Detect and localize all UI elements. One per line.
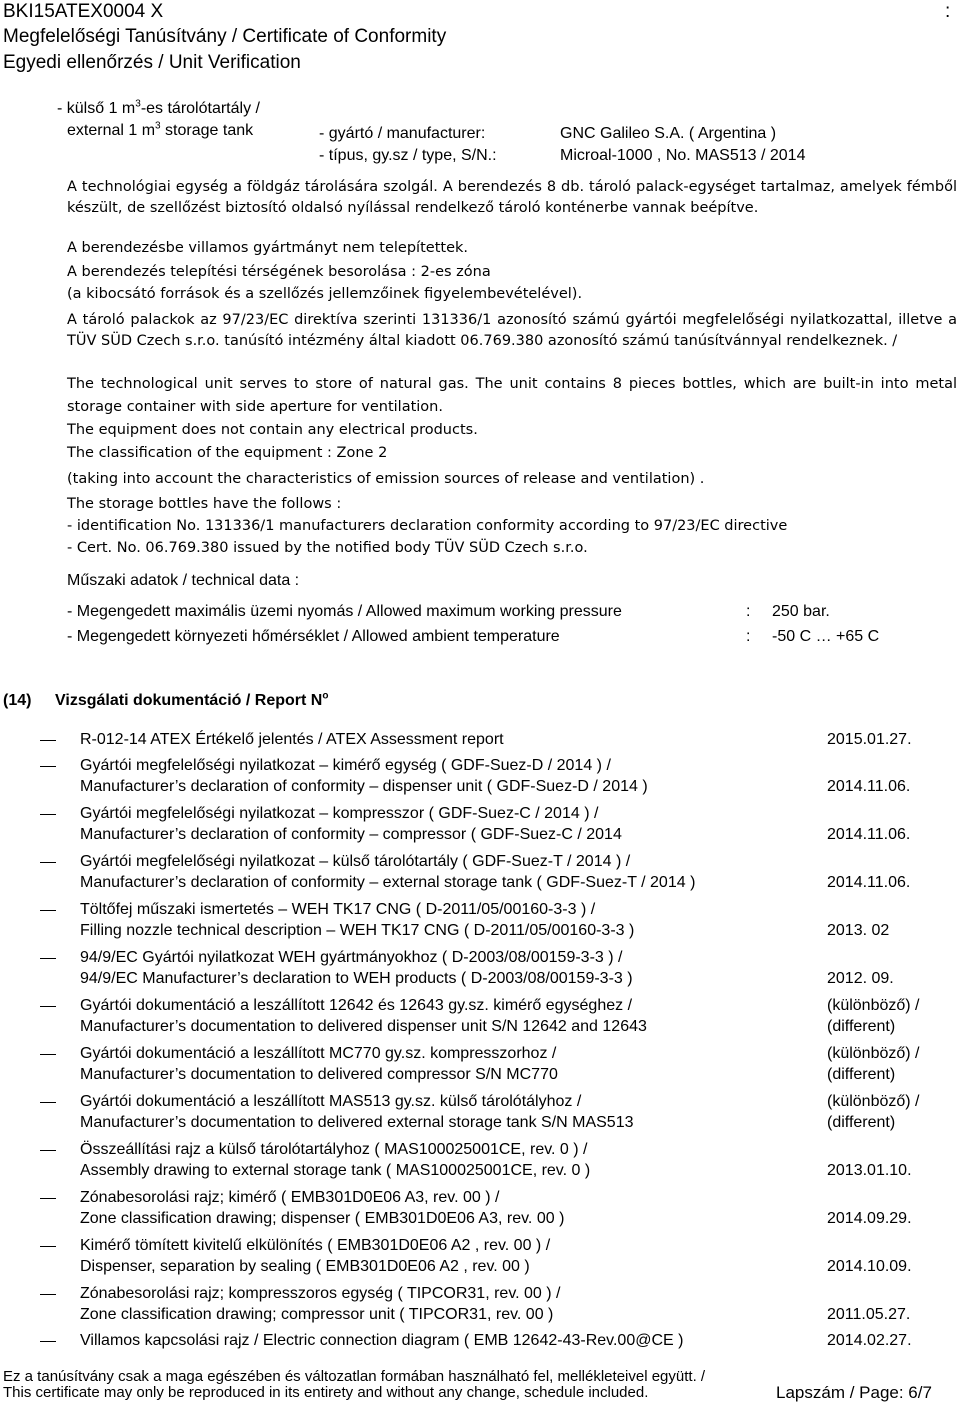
report-item-line2: Manufacturer’s documentation to delivered compressor S/N MC770 <box>80 1066 558 1083</box>
report-item-line1: Villamos kapcsolási rajz / Electric connection diagram ( EMB 12642-43-Rev.00@CE ) <box>80 1332 684 1349</box>
report-item-line2: 94/9/EC Manufacturer’s declaration to WEH products ( D-2003/08/00159-3-3 ) <box>80 970 633 987</box>
report-item-date: 2013.01.10. <box>827 1162 912 1179</box>
header-colon: : <box>945 1 951 22</box>
document-title: Megfelelőségi Tanúsítvány / Certificate of Conformity <box>3 26 447 47</box>
description-en-line: (taking into account the characteristics of emission sources of release and ventilation) . <box>67 471 705 487</box>
description-en-line: The storage bottles have the follows : <box>67 496 342 512</box>
list-bullet <box>40 1006 56 1007</box>
description-hu-line: A berendezésbe villamos gyártmányt nem telepítettek. <box>67 240 468 256</box>
list-bullet <box>40 862 56 863</box>
technical-data-heading: Műszaki adatok / technical data : <box>67 572 300 589</box>
report-item-line1: Gyártói megfelelőségi nyilatkozat – külső tárolótartály ( GDF-Suez-T / 2014 ) / <box>80 853 631 870</box>
list-bullet <box>40 740 56 741</box>
description-en-line: - identification No. 131336/1 manufacturers declaration conformity according to 97/23/EC directive <box>67 518 788 534</box>
tank-title-hu: - külső 1 $m^3-es$ tárolótartály / <box>57 98 260 117</box>
report-item-line2: Manufacturer’s declaration of conformity – compressor ( GDF-Suez-C / 2014 <box>80 826 622 843</box>
manufacturer-label: - gyártó / manufacturer: <box>319 125 486 142</box>
report-item-date: 2014.11.06. <box>827 874 911 891</box>
report-item-date: 2014.11.06. <box>827 778 911 795</box>
report-section-title: Vizsgálati dokumentáció / Report $N^o$ <box>55 690 329 709</box>
report-item-line2: Manufacturer’s documentation to delivered dispenser unit S/N 12642 and 12643 <box>80 1018 647 1035</box>
technical-row-label: - Megengedett maximális üzemi nyomás / Allowed maximum working pressure <box>67 603 622 620</box>
description-en-line: The classification of the equipment : Zone 2 <box>67 445 388 461</box>
report-item-date: 2014.02.27. <box>827 1332 912 1349</box>
report-item-date: 2014.10.09. <box>827 1258 912 1275</box>
report-item-line2: Zone classification drawing; dispenser ( EMB301D0E06 A3, rev. 00 ) <box>80 1210 565 1227</box>
report-item-date: (különböző) / <box>827 997 920 1014</box>
tank-title-en: external 1 $m^3$ storage tank <box>67 120 254 139</box>
report-item-date: 2011.05.27. <box>827 1306 911 1323</box>
report-item-line1: Gyártói dokumentáció a leszállított MAS513 gy.sz. külső tárolótályhoz / <box>80 1093 582 1110</box>
report-item-line1: Töltőfej műszaki ismertetés – WEH TK17 CNG ( D-2011/05/00160-3-3 ) / <box>80 901 596 918</box>
technical-row-colon: : <box>746 603 751 620</box>
description-en-line: The equipment does not contain any electrical products. <box>67 422 478 438</box>
report-section-number: (14) <box>3 692 32 709</box>
list-bullet <box>40 1341 56 1342</box>
description-hu-paragraph: A tároló palackok az 97/23/EC direktíva szerinti 131336/1 azonosító számú gyártói megfelelőségi nyilatkozattal, illetve a TÜV SÜD Czech s.r.o. tanúsító intézmény által kiadott 06.769.380 azonosító számú tanúsítvánnyal rendelkeznek. / <box>67 312 957 349</box>
manufacturer-value: GNC Galileo S.A. ( Argentina ) <box>560 125 777 142</box>
report-item-date: 2012. 09. <box>827 970 894 987</box>
list-bullet <box>40 1198 56 1199</box>
footer-notice-hu: Ez a tanúsítvány csak a maga egészében és változatlan formában használható fel, mellékleteivel együtt. / <box>3 1368 706 1385</box>
report-item-line2: Assembly drawing to external storage tank ( MAS100025001CE, rev. 0 ) <box>80 1162 591 1179</box>
list-bullet <box>40 1246 56 1247</box>
report-item-line1: Zónabesorolási rajz; kimérő ( EMB301D0E06 A3, rev. 00 ) / <box>80 1189 500 1206</box>
report-item-date: (különböző) / <box>827 1093 920 1110</box>
report-item-date: 2014.11.06. <box>827 826 911 843</box>
list-bullet <box>40 1054 56 1055</box>
description-en-line: - Cert. No. 06.769.380 issued by the notified body TÜV SÜD Czech s.r.o. <box>67 540 588 556</box>
report-item-line1: Zónabesorolási rajz; kompresszoros egység ( TIPCOR31, rev. 00 ) / <box>80 1285 561 1302</box>
list-bullet <box>40 814 56 815</box>
report-item-line1: Gyártói megfelelőségi nyilatkozat – kimérő egység ( GDF-Suez-D / 2014 ) / <box>80 757 611 774</box>
description-en-paragraph: The technological unit serves to store of natural gas. The unit contains 8 pieces bottles, which are built-in into metal storage container with side aperture for ventilation. <box>67 376 957 415</box>
type-value: Microal-1000 , No. MAS513 / 2014 <box>560 147 806 164</box>
certificate-number: BKI15ATEX0004 X <box>3 1 164 22</box>
report-item-date: 2015.01.27. <box>827 731 912 748</box>
technical-row-label: - Megengedett környezeti hőmérséklet / Allowed ambient temperature <box>67 628 560 645</box>
list-bullet <box>40 1102 56 1103</box>
report-item-line2: Manufacturer’s documentation to delivered external storage tank S/N MAS513 <box>80 1114 634 1131</box>
document-subtitle: Egyedi ellenőrzés / Unit Verification <box>3 52 301 73</box>
footer-notice-en: This certificate may only be reproduced in its entirety and without any change, schedule included. <box>3 1384 649 1401</box>
technical-row-value: -50 C … +65 C <box>772 628 880 645</box>
report-item-line2: Dispenser, separation by sealing ( EMB301D0E06 A2 , rev. 00 ) <box>80 1258 530 1275</box>
report-item-date: (different) <box>827 1114 896 1131</box>
report-item-date: 2013. 02 <box>827 922 890 939</box>
list-bullet <box>40 958 56 959</box>
report-item-line1: Kimérő tömített kivitelű elkülönítés ( EMB301D0E06 A2 , rev. 00 ) / <box>80 1237 551 1254</box>
list-bullet <box>40 1294 56 1295</box>
report-item-date: (different) <box>827 1066 896 1083</box>
report-item-date: 2014.09.29. <box>827 1210 912 1227</box>
list-bullet <box>40 766 56 767</box>
description-hu-paragraph: A technológiai egység a földgáz tárolására szolgál. A berendezés 8 db. tároló palack-egységet tartalmaz, amelyek fémből készült, de szellőzést biztosító oldalsó nyílással rendelkező tároló konténerbe vannak beépítve. <box>67 179 957 216</box>
report-item-line2: Manufacturer’s declaration of conformity – external storage tank ( GDF-Suez-T / 2014 ) <box>80 874 696 891</box>
report-item-line2: Zone classification drawing; compressor unit ( TIPCOR31, rev. 00 ) <box>80 1306 554 1323</box>
technical-row-colon: : <box>746 628 751 645</box>
technical-row-value: 250 bar. <box>772 603 830 620</box>
report-item-line1: 94/9/EC Gyártói nyilatkozat WEH gyártmányokhoz ( D-2003/08/00159-3-3 ) / <box>80 949 623 966</box>
report-item-line1: Gyártói dokumentáció a leszállított 12642 és 12643 gy.sz. kimérő egységhez / <box>80 997 633 1014</box>
page-number: Lapszám / Page: 6/7 <box>776 1383 932 1402</box>
description-hu-line: (a kibocsátó források és a szellőzés jellemzőinek figyelembevételével). <box>67 286 583 302</box>
report-item-line1: R-012-14 ATEX Értékelő jelentés / ATEX Assessment report <box>80 731 504 748</box>
report-item-line1: Gyártói megfelelőségi nyilatkozat – kompresszor ( GDF-Suez-C / 2014 ) / <box>80 805 599 822</box>
report-item-line1: Összeállítási rajz a külső tárolótartályhoz ( MAS100025001CE, rev. 0 ) / <box>80 1141 588 1158</box>
report-item-line1: Gyártói dokumentáció a leszállított MC770 gy.sz. kompresszorhoz / <box>80 1045 557 1062</box>
type-label: - típus, gy.sz / type, S/N.: <box>319 147 497 164</box>
report-item-date: (különböző) / <box>827 1045 920 1062</box>
report-item-date: (different) <box>827 1018 896 1035</box>
description-hu-line: A berendezés telepítési térségének besorolása : 2-es zóna <box>67 264 491 280</box>
list-bullet <box>40 910 56 911</box>
report-item-line2: Manufacturer’s declaration of conformity – dispenser unit ( GDF-Suez-D / 2014 ) <box>80 778 648 795</box>
list-bullet <box>40 1150 56 1151</box>
report-item-line2: Filling nozzle technical description – WEH TK17 CNG ( D-2011/05/00160-3-3 ) <box>80 922 635 939</box>
